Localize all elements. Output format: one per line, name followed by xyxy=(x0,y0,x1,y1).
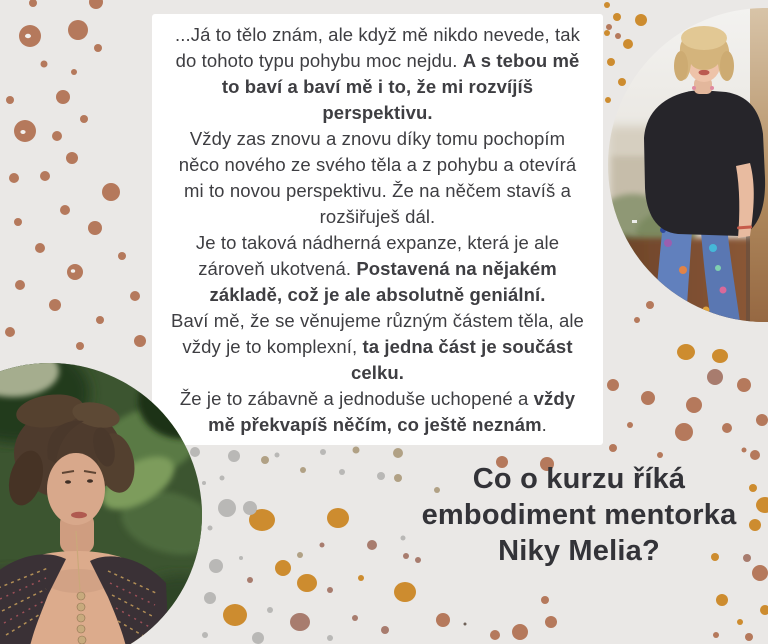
testimonial-text xyxy=(168,22,587,438)
testimonial-card xyxy=(152,14,603,445)
testimonial-paragraph: Baví mě, že se věnujeme různým částem těla, ale vždy je to komplexní, ta jedna část je součást celku. xyxy=(171,309,584,383)
course-question-heading xyxy=(409,461,749,569)
testimonial-paragraph: Je to taková nádherná expanze, která je ale zároveň ukotvená. Postavená na nějakém základě, což je ale absolutně geniální. xyxy=(195,231,560,305)
heading-line: embodiment mentorka xyxy=(421,499,737,531)
testimonial-paragraph: ...Já to tělo znám, ale když mě nikdo nevede, tak do tohoto typu pohybu moc nejdu. A s tebou mě to baví a baví mě i to, že mi rozvíjíš perspektivu. xyxy=(175,23,580,123)
heading-line: Niky Melia? xyxy=(498,535,660,567)
heading-line: Co o kurzu říká xyxy=(472,463,686,495)
testimonial-paragraph: Že je to zábavně a jednoduše uchopené a vždy mě překvapíš něčím, co ještě neznám. xyxy=(179,387,576,435)
testimonial-paragraph: Vždy zas znovu a znovu díky tomu pochopím něco nového ze svého těla a z pohybu a otevírá mi to novou perspektivu. Že na něčem stavíš a rozšiřuješ dál. xyxy=(178,127,577,227)
